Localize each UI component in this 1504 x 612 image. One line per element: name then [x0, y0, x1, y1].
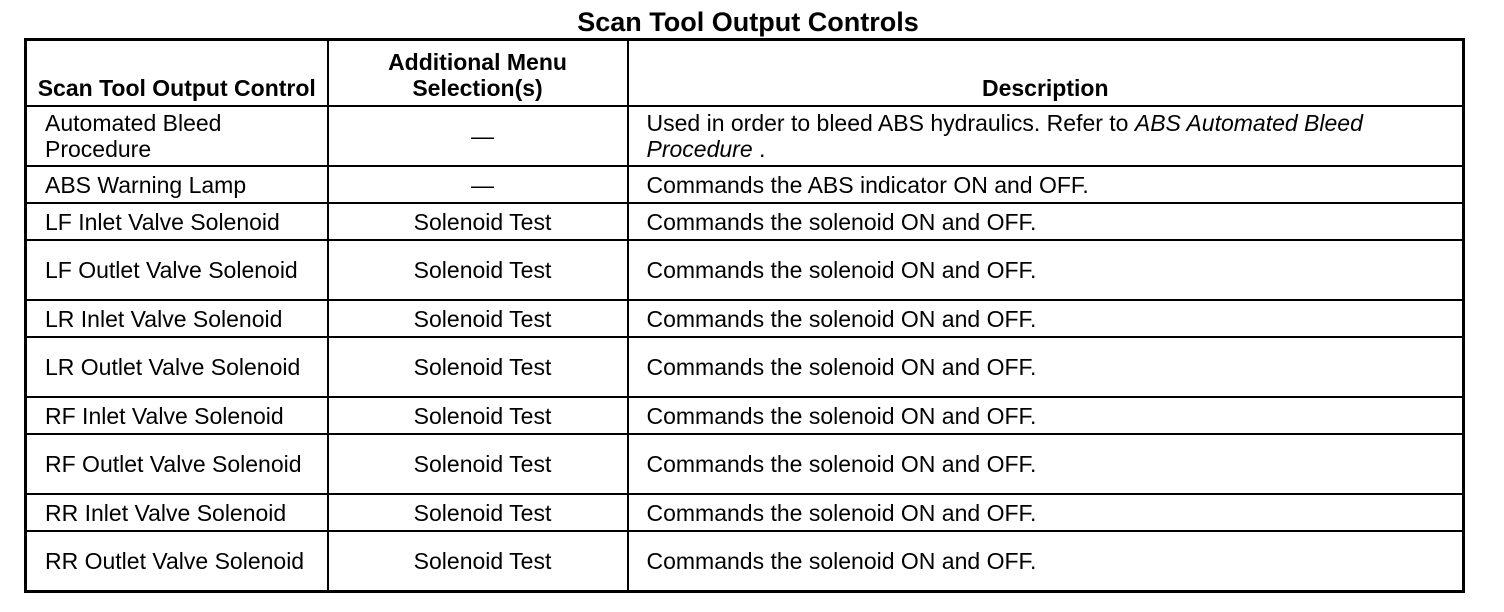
- description-cell: Commands the solenoid ON and OFF.: [628, 203, 1464, 240]
- menu-cell: Solenoid Test: [328, 531, 628, 592]
- table-row: [26, 494, 1464, 531]
- description-text: Used in order to bleed ABS hydraulics. Refer to: [646, 110, 1135, 136]
- table-row: [26, 166, 1464, 203]
- header-row: [26, 40, 1464, 107]
- control-cell: LR Inlet Valve Solenoid: [26, 300, 328, 337]
- menu-cell: Solenoid Test: [328, 494, 628, 531]
- column-header-menu: Additional Menu Selection(s): [328, 40, 628, 107]
- control-cell: RR Inlet Valve Solenoid: [26, 494, 328, 531]
- control-cell: LR Outlet Valve Solenoid: [26, 337, 328, 397]
- menu-cell: Solenoid Test: [328, 434, 628, 494]
- menu-cell: Solenoid Test: [328, 337, 628, 397]
- description-cell: [628, 106, 1464, 166]
- menu-cell: Solenoid Test: [328, 300, 628, 337]
- menu-cell: Solenoid Test: [328, 203, 628, 240]
- description-cell: Commands the ABS indicator ON and OFF.: [628, 166, 1464, 203]
- table-title: Scan Tool Output Controls: [577, 7, 919, 37]
- table-row: [26, 106, 1464, 166]
- menu-cell: —: [328, 166, 628, 203]
- description-end: .: [752, 136, 766, 162]
- table-row: [26, 337, 1464, 397]
- control-cell: Automated Bleed Procedure: [26, 106, 328, 166]
- table-row: [26, 203, 1464, 240]
- description-cell: Commands the solenoid ON and OFF.: [628, 337, 1464, 397]
- table-row: [26, 397, 1464, 434]
- control-cell: LF Inlet Valve Solenoid: [26, 203, 328, 240]
- description-cell: Commands the solenoid ON and OFF.: [628, 494, 1464, 531]
- control-cell: ABS Warning Lamp: [26, 166, 328, 203]
- control-cell: RF Inlet Valve Solenoid: [26, 397, 328, 434]
- description-cell: Commands the solenoid ON and OFF.: [628, 397, 1464, 434]
- description-cell: Commands the solenoid ON and OFF.: [628, 300, 1464, 337]
- description-cell: Commands the solenoid ON and OFF.: [628, 240, 1464, 300]
- control-cell: LF Outlet Valve Solenoid: [26, 240, 328, 300]
- output-controls-table: [24, 38, 1465, 593]
- control-cell: RF Outlet Valve Solenoid: [26, 434, 328, 494]
- table-row: [26, 240, 1464, 300]
- table-row: [26, 531, 1464, 592]
- description-cell: Commands the solenoid ON and OFF.: [628, 434, 1464, 494]
- table-row: [26, 300, 1464, 337]
- menu-cell: —: [328, 106, 628, 166]
- table-row: [26, 434, 1464, 494]
- menu-cell: Solenoid Test: [328, 240, 628, 300]
- procedure-reference: ABS Automated Bleed Procedure: [646, 110, 1363, 162]
- column-header-description: Description: [628, 40, 1464, 107]
- description-cell: Commands the solenoid ON and OFF.: [628, 531, 1464, 592]
- control-cell: RR Outlet Valve Solenoid: [26, 531, 328, 592]
- menu-cell: Solenoid Test: [328, 397, 628, 434]
- column-header-control: Scan Tool Output Control: [26, 40, 328, 107]
